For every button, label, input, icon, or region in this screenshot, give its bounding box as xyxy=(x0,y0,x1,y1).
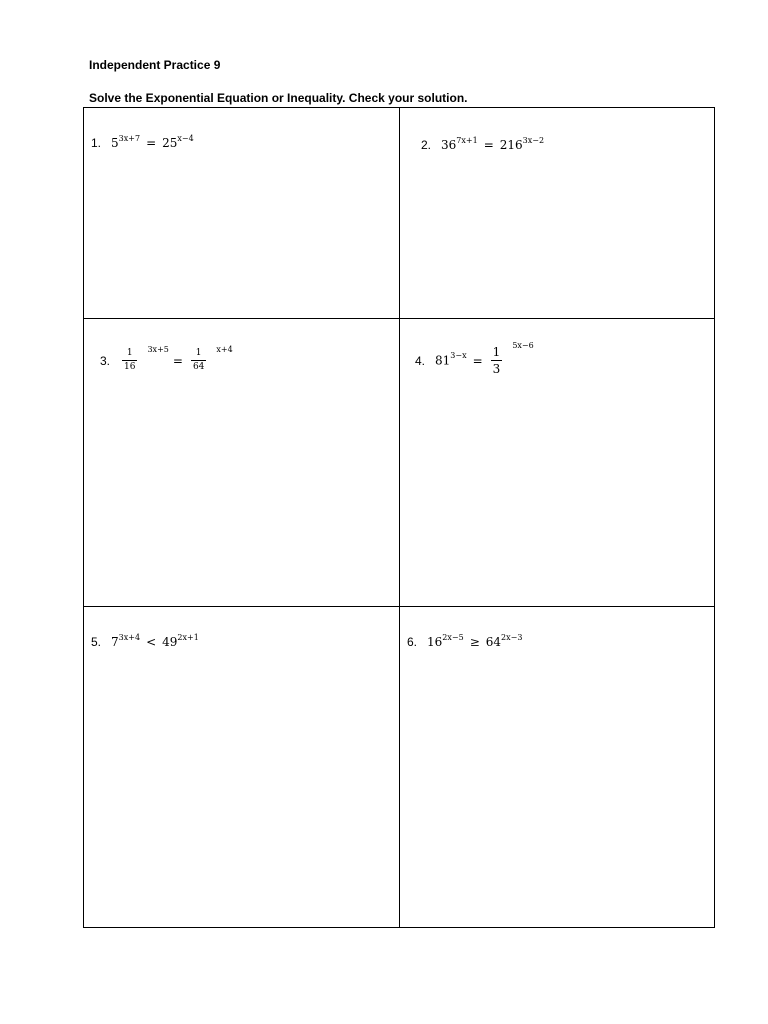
right-fraction xyxy=(491,345,503,377)
problem-number: 2. xyxy=(421,138,432,152)
grid-divider-row-1 xyxy=(84,318,714,319)
problem-4 xyxy=(415,342,534,376)
left-base: 36 xyxy=(441,138,457,152)
right-denominator: 3 xyxy=(492,362,501,376)
right-numerator: 1 xyxy=(492,344,501,359)
relation-symbol: = xyxy=(472,353,483,368)
right-fraction xyxy=(191,348,206,373)
right-exponent: 5x−6 xyxy=(512,341,534,350)
right-base: 216 xyxy=(499,138,523,152)
relation-symbol: ≥ xyxy=(469,635,480,649)
problem-number: 1. xyxy=(91,136,102,150)
grid-divider-row-2 xyxy=(84,606,714,607)
problem-grid xyxy=(83,107,715,928)
right-exponent: 3x−2 xyxy=(522,136,545,145)
relation-symbol: = xyxy=(146,136,157,150)
left-exponent: 3x+4 xyxy=(118,633,141,642)
worksheet-instructions: Solve the Exponential Equation or Inequality. Check your solution. xyxy=(89,91,468,105)
right-denominator: 64 xyxy=(192,362,205,372)
left-exponent: 3x+7 xyxy=(118,134,141,143)
relation-symbol: < xyxy=(146,635,157,649)
right-exponent: x−4 xyxy=(177,134,194,143)
right-base: 49 xyxy=(162,635,178,649)
problem-number: 3. xyxy=(100,353,111,368)
left-exponent: 3x+5 xyxy=(147,345,169,354)
worksheet-title: Independent Practice 9 xyxy=(89,58,221,72)
problem-6 xyxy=(407,633,523,649)
relation-symbol: = xyxy=(483,138,494,152)
left-denominator: 16 xyxy=(124,362,136,372)
problem-2 xyxy=(421,136,545,152)
left-base: 7 xyxy=(111,635,119,649)
right-base: 25 xyxy=(162,136,178,150)
right-exponent: 2x−3 xyxy=(501,633,523,642)
left-exponent: 3−x xyxy=(450,351,467,360)
right-base: 64 xyxy=(485,635,502,649)
problem-5 xyxy=(91,633,199,649)
grid-divider-vertical xyxy=(399,108,400,927)
left-base: 81 xyxy=(435,353,451,368)
right-numerator: 1 xyxy=(195,348,202,359)
right-exponent: x+4 xyxy=(216,345,233,354)
left-exponent: 7x+1 xyxy=(456,136,478,145)
left-fraction xyxy=(122,348,137,373)
problem-1 xyxy=(91,134,194,150)
right-exponent: 2x+1 xyxy=(177,633,199,642)
problem-number: 4. xyxy=(415,353,426,368)
left-base: 16 xyxy=(427,635,443,649)
problem-3 xyxy=(100,346,233,373)
problem-number: 6. xyxy=(407,635,418,649)
left-numerator: 1 xyxy=(126,348,133,359)
left-exponent: 2x−5 xyxy=(442,633,464,642)
relation-symbol: = xyxy=(172,353,183,368)
left-base: 5 xyxy=(111,136,119,150)
problem-number: 5. xyxy=(91,635,102,649)
